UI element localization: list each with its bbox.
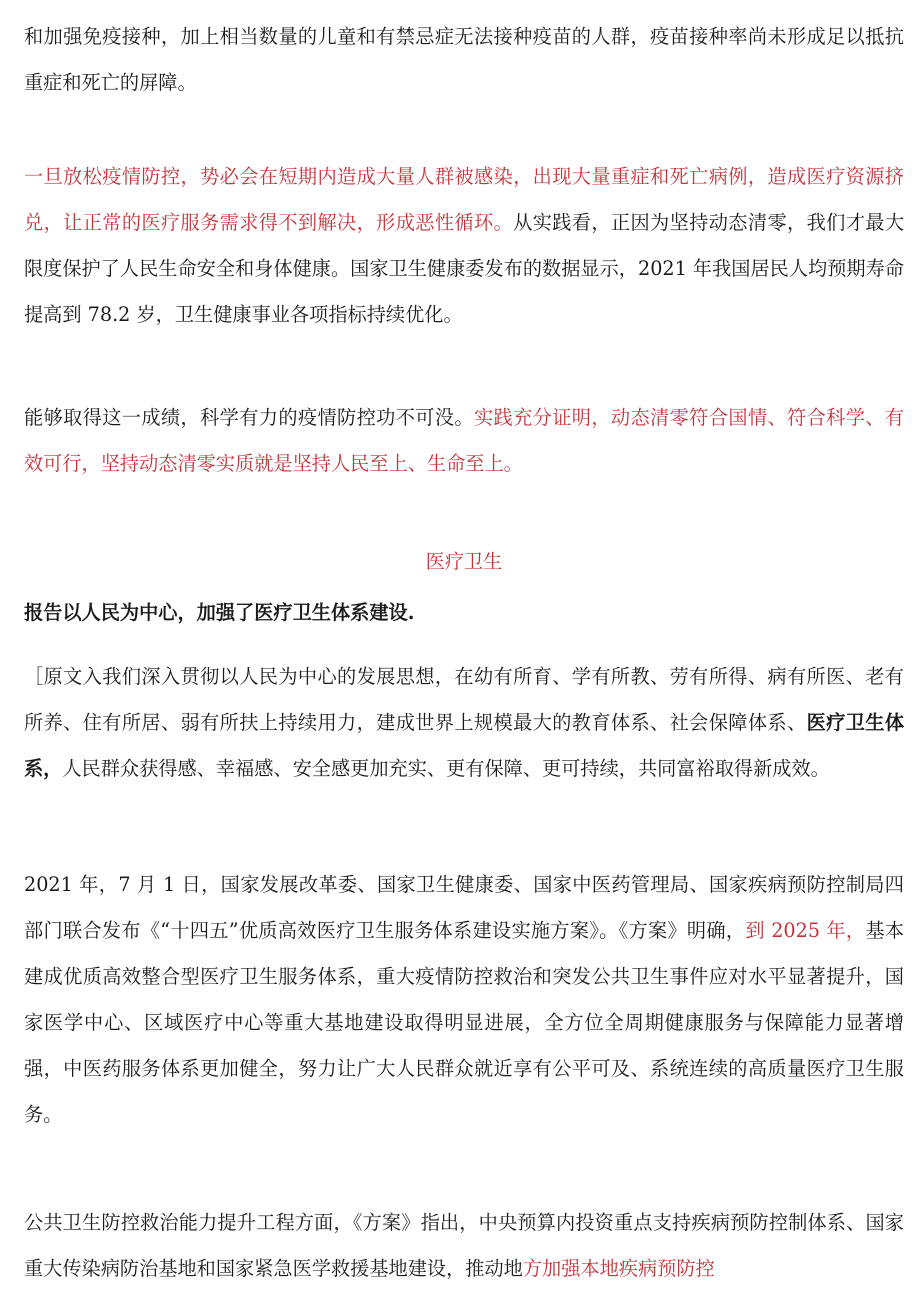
highlighted-text: 一旦放松疫情防控，势必会在短期内造成大量人群被感染，出现大量重症和死亡病例，造成医疗资源挤兑，让正常的医疗服务需求得不到解决，形成恶性循环。 <box>24 165 904 234</box>
paragraph-text: 能够取得这一成绩，科学有力的疫情防控功不可没。 <box>24 406 474 429</box>
paragraph-achievement <box>24 395 904 487</box>
paragraph-vaccination <box>24 14 904 106</box>
section-title: 医疗卫生 <box>425 550 503 573</box>
highlighted-text: 实践充分证明，动态清零符合国情、符合科学、有效可行，坚持动态清零实质就是坚持人民至上、生命至上。 <box>24 406 905 475</box>
highlighted-text: 到 2025 年， <box>745 919 866 942</box>
paragraph-plan <box>24 862 904 1138</box>
paragraph-text: 从实践看，正因为坚持动态清零，我们才最大限度保护了人民生命安全和身体健康。国家卫生健康委发布的数据显示，2021 年我国居民人均预期寿命提高到 78.2 岁，卫生健康事业各项指标持续优化。 <box>24 211 905 326</box>
bold-text: 医疗卫生体系， <box>24 711 905 780</box>
paragraph-text: 和加强免疫接种，加上相当数量的儿童和有禁忌症无法接种疫苗的人群，疫苗接种率尚未形成足以抵抗重症和死亡的屏障。 <box>24 25 904 94</box>
highlighted-text: 方加强本地疾病预防控 <box>522 1257 715 1280</box>
paragraph-public-health <box>24 1200 904 1292</box>
paragraph-text: 人民群众获得感、幸福感、安全感更加充实、更有保障、更可持续，共同富裕取得新成效。 <box>62 757 830 780</box>
paragraph-text: 2021 年，7 月 1 日，国家发展改革委、国家卫生健康委、国家中医药管理局、国家疾病预防控制局四部门联合发布《“十四五”优质高效医疗卫生服务体系建设实施方案》。《方案》明确， <box>24 873 904 942</box>
paragraph-text: ［原文入我们深入贯彻以人民为中心的发展思想，在幼有所育、学有所教、劳有所得、病有所医、老有所养、住有所居、弱有所扶上持续用力，建成世界上规模最大的教育体系、社会保障体系、 <box>24 665 904 734</box>
paragraph-text: 基本建成优质高效整合型医疗卫生服务体系，重大疫情防控救治和突发公共卫生事件应对水平显著提升，国家医学中心、区域医疗中心等重大基地建设取得明显进展，全方位全周期健康服务与保障能力显著增强，中医药服务体系更加健全，努力让广大人民群众就近享有公平可及、系统连续的高质量医疗卫生服务。 <box>24 919 905 1126</box>
section-subtitle: 报告以人民为中心，加强了医疗卫生体系建设. <box>24 601 415 624</box>
paragraph-epidemic-control <box>24 154 904 338</box>
paragraph-original-text <box>24 654 904 792</box>
paragraph-text: 公共卫生防控救治能力提升工程方面，《方案》指出，中央预算内投资重点支持疾病预防控制体系、国家重大传染病防治基地和国家紧急医学救援基地建设，推动地 <box>24 1211 904 1280</box>
